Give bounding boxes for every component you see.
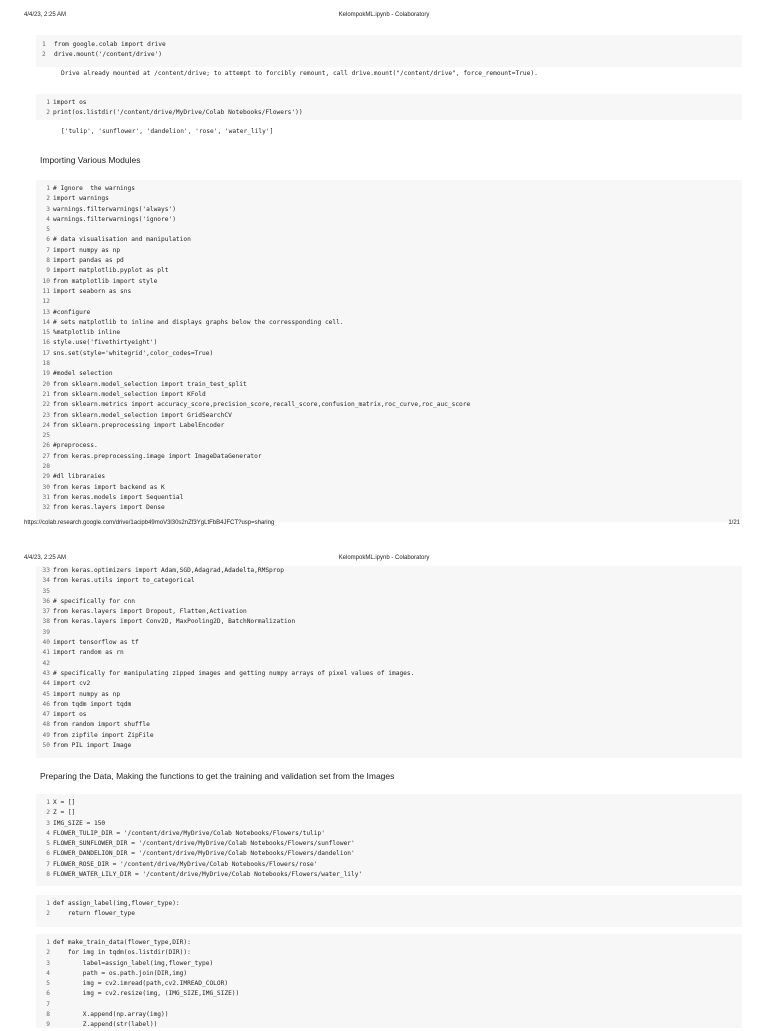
line-number: 7 [46,860,50,868]
code-line [42,979,742,989]
markdown-heading-modules: Importing Various Modules [40,155,141,165]
code-cell-listdir[interactable] [36,94,742,120]
code-text: import numpy as np [53,246,121,254]
line-number: 16 [42,339,50,347]
code-line [42,669,742,679]
line-number: 25 [42,432,50,440]
code-lines [36,938,742,1031]
code-cell-imports-continued[interactable] [36,566,742,758]
code-line [42,338,742,348]
line-number: 28 [42,463,50,471]
code-text: import tensorflow as tf [53,639,139,647]
line-number: 4 [46,969,50,977]
line-number: 9 [46,1021,50,1029]
code-text: from random import shuffle [53,721,150,729]
code-line [42,184,742,194]
code-line [42,462,742,472]
line-number: 20 [42,380,50,388]
line-number: 2 [46,949,50,957]
code-line [42,720,742,730]
code-lines [36,98,742,119]
code-line [42,108,742,118]
line-number: 4 [46,829,50,837]
code-line [42,566,742,576]
line-number: 26 [42,442,50,450]
code-line [42,400,742,410]
line-number: 7 [46,1000,50,1008]
code-lines [36,40,742,61]
line-number: 45 [42,690,50,698]
line-number: 21 [42,390,50,398]
line-number: 14 [42,318,50,326]
line-number: 8 [46,1011,50,1019]
code-text: from sklearn.preprocessing import LabelEncoder [53,421,225,429]
markdown-heading-preparing: Preparing the Data, Making the functions to get the training and validation set from the Images [40,771,395,781]
line-number: 19 [42,370,50,378]
line-number: 5 [46,980,50,988]
line-number: 5 [46,840,50,848]
code-line [42,40,742,50]
code-line [42,1020,742,1030]
code-text: from keras.utils import to_categorical [53,577,195,585]
code-text: import seaborn as sns [53,287,132,295]
line-number: 50 [42,742,50,750]
code-line [42,741,742,751]
line-number: 32 [42,504,50,512]
code-text: import warnings [53,195,109,203]
code-text: label=assign_label(img,flower_type) [53,959,214,967]
code-text: drive.mount('/content/drive') [54,51,163,59]
code-line [42,839,742,849]
code-line [42,587,742,597]
line-number: 34 [42,577,50,585]
code-text: import matplotlib.pyplot as plt [53,267,169,275]
code-lines [36,566,742,751]
line-number: 12 [42,298,50,306]
code-line [42,215,742,225]
code-line [42,411,742,421]
code-text: #preprocess. [53,442,98,450]
code-text: # Ignore the warnings [53,185,135,192]
code-text: # sets matplotlib to inline and displays graphs below the corressponding cell. [53,318,344,326]
code-text: from keras.layers import Dense [53,504,165,512]
code-text: FLOWER_WATER_LILY_DIR = '/content/drive/MyDrive/Colab Notebooks/Flowers/water_lily' [53,871,363,879]
code-text: from sklearn.model_selection import GridSearchCV [53,411,232,419]
code-line [42,860,742,870]
line-number: 5 [46,226,50,234]
code-text: X.append(np.array(img)) [53,1011,169,1019]
code-lines [36,798,742,880]
cell-output-drive: Drive already mounted at /content/drive; to attempt to forcibly remount, call drive.mount("/content/drive", force_remount=True). [61,70,538,77]
code-text: from sklearn.model_selection import KFold [53,390,206,398]
line-number: 2 [46,809,50,817]
line-number: 2 [42,51,46,59]
line-number: 46 [42,700,50,708]
code-text: #model selection [53,370,113,378]
code-text: import numpy as np [53,690,121,698]
code-line [42,369,742,379]
line-number: 37 [42,608,50,616]
code-text: from matplotlib import style [53,277,158,285]
line-number: 17 [42,349,50,357]
code-line [42,359,742,369]
code-line [42,308,742,318]
line-number: 1 [46,185,50,192]
line-number: 8 [46,871,50,879]
code-line [42,710,742,720]
line-number: 1 [42,41,46,48]
line-number: 31 [42,493,50,501]
line-number: 22 [42,401,50,409]
code-text: return flower_type [53,910,135,918]
code-text: from google.colab import drive [54,41,166,48]
code-line [42,607,742,617]
code-text: IMG_SIZE = 150 [53,819,106,827]
print-datetime: 4/4/23, 2:25 AM [24,12,67,18]
code-line [42,870,742,880]
code-text: FLOWER_DANDELION_DIR = '/content/drive/MyDrive/Colab Notebooks/Flowers/dandelion' [53,850,355,858]
code-text: from keras.preprocessing.image import ImageDataGenerator [53,452,262,460]
code-line [42,225,742,235]
code-text: def make_train_data(flower_type,DIR): [53,939,191,946]
code-line [42,452,742,462]
code-line [42,798,742,808]
code-line [42,829,742,839]
line-number: 47 [42,711,50,719]
line-number: 3 [46,205,50,213]
code-text: from keras.layers import Dropout, Flatten,Activation [53,608,247,616]
code-line [42,503,742,513]
code-text: Z.append(str(label)) [53,1021,158,1029]
line-number: 9 [46,267,50,275]
code-line [42,659,742,669]
line-number: 36 [42,597,50,605]
print-url: https://colab.research.google.com/drive/1acipb49moV3l30s2nZf3YgLtFbB4JFCT?usp=sharing [24,520,275,526]
line-number: 38 [42,618,50,626]
line-number: 39 [42,628,50,636]
code-lines [36,899,742,920]
print-title: KelompokML.ipynb - Colaboratory [338,555,430,561]
line-number: 6 [46,990,50,998]
code-text: # data visualisation and manipulation [53,236,191,244]
line-number: 35 [42,587,50,595]
line-number: 33 [42,567,50,574]
code-text: def assign_label(img,flower_type): [53,900,180,907]
code-line [42,849,742,859]
code-text: import os [53,711,87,719]
code-text: from tqdm import tqdm [53,700,132,708]
line-number: 27 [42,452,50,460]
line-number: 23 [42,411,50,419]
code-line [42,576,742,586]
line-number: 1 [46,99,50,106]
code-line [42,277,742,287]
code-text: from keras.layers import Conv2D, MaxPooling2D, BatchNormalization [53,618,296,626]
code-line [42,909,742,919]
code-line [42,472,742,482]
code-line [42,1000,742,1010]
line-number: 29 [42,473,50,481]
code-line [42,959,742,969]
code-text: #dl libraraies [53,473,106,481]
line-number: 2 [46,910,50,918]
code-cell-imports[interactable] [36,180,742,522]
line-number: 41 [42,649,50,657]
code-line [42,266,742,276]
code-text: img = cv2.resize(img, (IMG_SIZE,IMG_SIZE)) [53,990,240,998]
line-number: 2 [46,195,50,203]
code-text: %matplotlib inline [53,329,121,337]
code-line [42,597,742,607]
code-text: path = os.path.join(DIR,img) [53,969,188,977]
line-number: 3 [46,819,50,827]
code-line [42,50,742,60]
code-text: from zipfile import ZipFile [53,731,154,739]
code-text: import cv2 [53,680,91,688]
code-line [42,899,742,909]
code-line [42,731,742,741]
code-cell-drive-mount[interactable] [36,35,742,67]
code-line [42,617,742,627]
code-text: FLOWER_TULIP_DIR = '/content/drive/MyDrive/Colab Notebooks/Flowers/tulip' [53,829,325,837]
code-text: # specifically for cnn [53,597,135,605]
code-text: FLOWER_ROSE_DIR = '/content/drive/MyDrive/Colab Notebooks/Flowers/rose' [53,860,318,868]
line-number: 3 [46,959,50,967]
code-text: # specifically for manipulating zipped images and getting numpy arrays of pixel values of images. [53,669,415,677]
line-number: 48 [42,721,50,729]
code-line [42,297,742,307]
code-cell-constants[interactable] [36,794,742,886]
code-text: for img in tqdm(os.listdir(DIR)): [53,949,191,957]
cell-output-listdir: ['tulip', 'sunflower', 'dandelion', 'rose', 'water_lily'] [61,128,274,135]
code-text: warnings.filterwarnings('ignore') [53,215,176,223]
code-line [42,98,742,108]
code-line [42,483,742,493]
line-number: 4 [46,215,50,223]
code-line [42,441,742,451]
code-line [42,969,742,979]
code-text: Z = [] [53,809,76,817]
code-text: img = cv2.imread(path,cv2.IMREAD_COLOR) [53,980,229,988]
code-line [42,690,742,700]
line-number: 7 [46,246,50,254]
code-line [42,318,742,328]
code-line [42,390,742,400]
line-number: 13 [42,308,50,316]
line-number: 2 [46,109,50,117]
code-text: X = [] [53,799,76,806]
code-cell-make-train-data[interactable] [36,934,742,1028]
code-text: sns.set(style='whitegrid',color_codes=True) [53,349,214,357]
code-text: print(os.listdir('/content/drive/MyDrive/Colab Notebooks/Flowers')) [53,109,303,117]
code-text: from sklearn.model_selection import train_test_split [53,380,247,388]
code-line [42,638,742,648]
line-number: 44 [42,680,50,688]
code-line [42,431,742,441]
code-text: from sklearn.metrics import accuracy_score,precision_score,recall_score,confusion_matrix,roc_curve,roc_auc_score [53,401,471,409]
code-text: #configure [53,308,91,316]
line-number: 43 [42,669,50,677]
line-number: 6 [46,236,50,244]
line-number: 30 [42,483,50,491]
code-line [42,989,742,999]
code-line [42,194,742,204]
line-number: 8 [46,257,50,265]
code-line [42,205,742,215]
code-text: warnings.filterwarnings('always') [53,205,176,213]
code-line [42,235,742,245]
print-datetime: 4/4/23, 2:25 AM [24,555,67,561]
code-line [42,380,742,390]
line-number: 49 [42,731,50,739]
code-text: from PIL import Image [53,742,132,750]
code-line [42,648,742,658]
line-number: 42 [42,659,50,667]
print-title: KelompokML.ipynb - Colaboratory [338,12,430,18]
code-line [42,700,742,710]
line-number: 18 [42,360,50,368]
code-line [42,1010,742,1020]
code-line [42,256,742,266]
code-line [42,421,742,431]
code-line [42,679,742,689]
line-number: 1 [46,900,50,907]
code-line [42,808,742,818]
code-line [42,349,742,359]
line-number: 1 [46,799,50,806]
code-line [42,628,742,638]
code-line [42,938,742,948]
code-cell-assign-label[interactable] [36,895,742,927]
code-text: import pandas as pd [53,257,124,265]
code-text: import random as rn [53,649,124,657]
code-line [42,328,742,338]
line-number: 24 [42,421,50,429]
line-number: 11 [42,287,50,295]
code-text: import os [53,99,87,106]
code-line [42,246,742,256]
code-line [42,493,742,503]
code-line [42,819,742,829]
line-number: 10 [42,277,50,285]
code-text: from keras import backend as K [53,483,165,491]
line-number: 6 [46,850,50,858]
print-page-number: 1/21 [728,520,740,526]
code-line [42,948,742,958]
line-number: 1 [46,939,50,946]
code-line [42,287,742,297]
line-number: 15 [42,329,50,337]
code-lines [36,184,742,514]
line-number: 40 [42,639,50,647]
code-text: from keras.models import Sequential [53,493,184,501]
code-text: from keras.optimizers import Adam,SGD,Adagrad,Adadelta,RMSprop [53,567,284,574]
code-text: FLOWER_SUNFLOWER_DIR = '/content/drive/MyDrive/Colab Notebooks/Flowers/sunflower' [53,840,355,848]
code-text: style.use('fivethirtyeight') [53,339,158,347]
